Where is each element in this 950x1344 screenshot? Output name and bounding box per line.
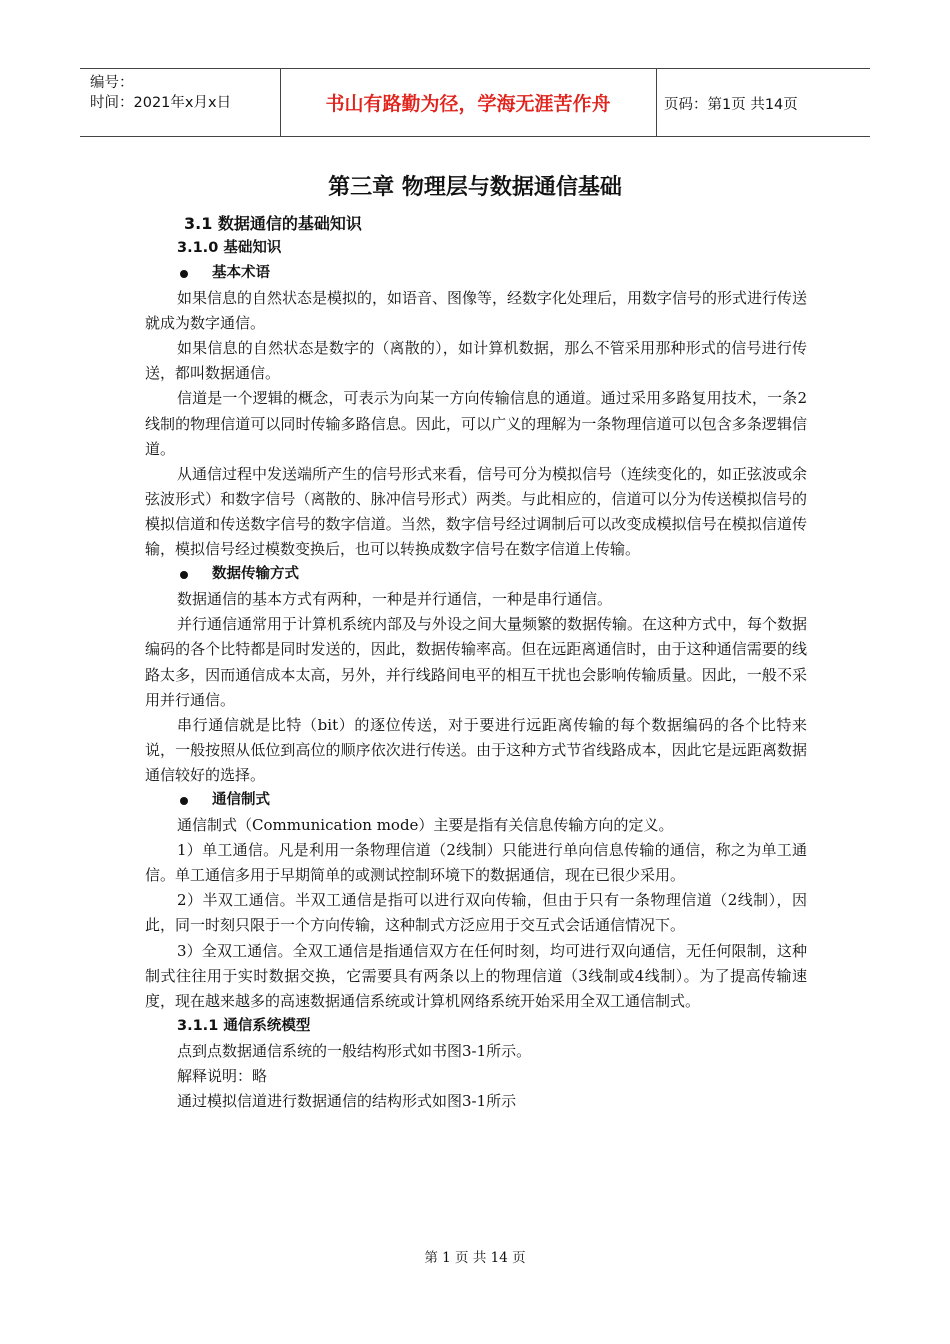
bullet-heading-text: 基本术语	[212, 265, 270, 281]
subsection-heading: 3.1.1 通信系统模型	[177, 1017, 311, 1034]
page-header	[80, 68, 870, 137]
body-paragraph: 通信制式（Communication mode）主要是指有关信息传输方向的定义。	[177, 816, 674, 835]
bullet-heading	[145, 562, 807, 587]
bullet-heading	[145, 261, 807, 286]
body-paragraph: 1）单工通信。凡是利用一条物理信道（2线制）只能进行单向信息传输的通信，称之为单工通信。单工通信多用于早期简单的或测试控制环境下的数据通信，现在已很少采用。	[145, 841, 807, 885]
doc-time-label: 时间：2021年x月x日	[90, 95, 232, 111]
body-paragraph: 如果信息的自然状态是模拟的，如语音、图像等，经数字化处理后，用数字信号的形式进行传送就成为数字通信。	[145, 289, 808, 333]
body-paragraph: 信道是一个逻辑的概念，可表示为向某一方向传输信息的通道。通过采用多路复用技术，一条2线制的物理信道可以同时传输多路信息。因此，可以广义的理解为一条物理信道可以包含多条逻辑信道。	[145, 389, 807, 458]
header-divider	[656, 69, 657, 136]
bullet-dot-icon	[180, 270, 188, 278]
header-left	[90, 73, 231, 113]
body-paragraph: 数据通信的基本方式有两种，一种是并行通信，一种是串行通信。	[177, 590, 613, 609]
body-paragraph: 3）全双工通信。全双工通信是指通信双方在任何时刻，均可进行双向通信，无任何限制，这种制式往往用于实时数据交换，它需要具有两条以上的物理信道（3线制或4线制）。为了提高传输速度，现在越来越多的高速数据通信系统或计算机网络系统开始采用全双工通信制式。	[145, 941, 807, 1010]
bullet-heading-text: 数据传输方式	[212, 566, 299, 583]
body-paragraph: 串行通信就是比特（bit）的逐位传送，对于要进行远距离传输的每个数据编码的各个比特来说，一般按照从低位到高位的顺序依次进行传送。由于这种方式节省线路成本，因此它是远距离数据通信较好的选择。	[145, 715, 807, 784]
body-paragraph: 解释说明：略	[177, 1067, 268, 1085]
body-paragraph: 从通信过程中发送端所产生的信号形式来看，信号可分为模拟信号（连续变化的，如正弦波或余弦波形式）和数字信号（离散的、脉冲信号形式）两类。与此相应的，信道可以分为传送模拟信号的模拟信道和传送数字信号的数字信道。当然，数字信号经过调制后可以改变成模拟信号在模拟信道传输，模拟信号经过模数变换后，也可以转换成数字信号在数字信道上传输。	[145, 464, 808, 559]
body-paragraph: 通过模拟信道进行数据通信的结构形式如图3-1所示	[177, 1092, 517, 1111]
body-paragraph: 2）半双工通信。半双工通信是指可以进行双向传输，但由于只有一条物理信道（2线制），因此，同一时刻只限于一个方向传输，这种制式方泛应用于交互式会话通信情况下。	[145, 891, 807, 935]
subsection-heading: 3.1.0 基础知识	[177, 240, 282, 256]
doc-number-label: 编号：	[90, 75, 134, 91]
bullet-dot-icon	[180, 571, 188, 579]
bullet-heading-text: 通信制式	[212, 791, 270, 808]
header-page-info: 页码：第1页 共14页	[664, 97, 798, 113]
bullet-heading	[145, 788, 807, 813]
header-motto: 书山有路勤为径，学海无涯苦作舟	[325, 93, 611, 115]
section-heading: 3.1 数据通信的基础知识	[184, 214, 362, 233]
body-paragraph: 并行通信通常用于计算机系统内部及与外设之间大量频繁的数据传输。在这种方式中，每个数据编码的各个比特都是同时发送的，因此，数据传输率高。但在远距离通信时，由于这种通信需要的线路太多，因而通信成本太高，另外，并行线路间电平的相互干扰也会影响传输质量。因此，一般不采用并行通信。	[145, 615, 808, 709]
bullet-dot-icon	[180, 797, 188, 805]
body-paragraph: 如果信息的自然状态是数字的（离散的），如计算机数据，那么不管采用那种形式的信号进行传送，都叫数据通信。	[145, 339, 807, 383]
chapter-title: 第三章 物理层与数据通信基础	[328, 175, 622, 200]
page-footer: 第 1 页 共 14 页	[424, 1250, 526, 1266]
document-body	[145, 261, 807, 1114]
body-paragraph: 点到点数据通信系统的一般结构形式如书图3-1所示。	[177, 1041, 532, 1060]
